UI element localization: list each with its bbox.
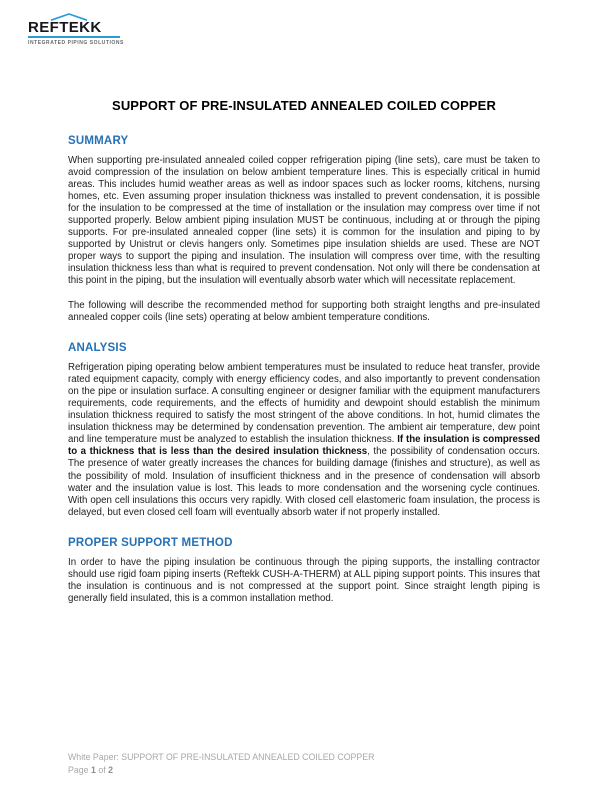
- summary-paragraph-1: When supporting pre-insulated annealed coiled copper refrigeration piping (line sets), care must be taken to avoid compression of the insulation on below ambient temperature lines. This is especially critical in humid areas. This includes humid weather areas as well as indoor spaces such as locker rooms, kitchens, nursing homes, etc. Even assuming proper insulation thickness was installed to prevent condensation, it is possible for the insulation to be compressed at the time of installation or the insulation may compress over time if not supported properly. Below ambient piping insulation MUST be continuous, including at or through the piping supports. For pre-insulated annealed copper (line sets) it is common for the insulation and piping to by supported by Unistrut or clevis hangers only. Sometimes pipe insulation shields are used. These are NOT proper ways to support the piping and insulation. The insulation will compress over time, with the resulting insulation thickness less than what is required to prevent condensation. Not only will there be condensation at this point in the piping, but the insulation will eventually absorb water which will necessitate replacement.: [68, 154, 540, 287]
- footer-document-label: White Paper: SUPPORT OF PRE-INSULATED ANNEALED COILED COPPER: [68, 752, 375, 762]
- logo-tagline: INTEGRATED PIPING SOLUTIONS: [28, 39, 124, 46]
- analysis-text-bold: If the insulation is compressed to a thickness that is less than the desired insulation thickness: [68, 434, 540, 458]
- footer-of-word: of: [98, 764, 106, 775]
- document-title: SUPPORT OF PRE-INSULATED ANNEALED COILED COPPER: [112, 97, 496, 113]
- section-proper-support-method: [68, 537, 540, 605]
- section-heading-summary: SUMMARY: [68, 134, 129, 147]
- page-footer: [68, 751, 540, 776]
- section-analysis: [68, 342, 540, 519]
- proper-support-method-paragraph: In order to have the piping insulation be continuous through the piping supports, the installing contractor should use rigid foam piping inserts (Reftekk CUSH-A-THERM) at ALL piping support points. This insures that the insulation is continuous and is not compressed at the support point. Since straight length piping is generally field insulated, this is a common installation method.: [68, 556, 540, 605]
- summary-paragraph-2: The following will describe the recommended method for supporting both straight lengths and pre-insulated annealed copper coils (line sets) operating at below ambient temperature conditions.: [68, 299, 540, 323]
- analysis-text-before-bold: Refrigeration piping operating below ambient temperatures must be insulated to reduce heat transfer, provide rated equipment capacity, comply with energy efficiency codes, and also importantly to prevent condensation on the pipe or insulation surface. A consulting engineer or designer familiar with the equipment manufacturers requirements, code requirements, and the effects of humidity and dewpoint should establish the minimum insulation thickness required to satisfy the most stringent of the above conditions. In hot, humid climates the insulation thickness may be determined by condensation prevention. The ambient air temperature, dew point and line temperature must be analyzed to establish the insulation thickness.: [68, 361, 540, 446]
- company-logo: [28, 13, 124, 46]
- logo-text: REFTEKK: [28, 19, 102, 36]
- document-content: [68, 98, 540, 606]
- section-summary: [68, 135, 540, 324]
- analysis-paragraph: [68, 362, 540, 519]
- footer-page-current: 1: [91, 764, 96, 775]
- footer-page-total: 2: [108, 764, 114, 775]
- section-heading-proper-support-method: PROPER SUPPORT METHOD: [68, 536, 233, 549]
- logo-divider: [28, 36, 120, 38]
- footer-page-word: Page: [68, 764, 89, 775]
- footer-page-indicator: [68, 764, 540, 777]
- analysis-text-after-bold: , the possibility of condensation occurs. The presence of water greatly increases the chances for building damage (finishes and structure), as well as the possibility of mold. Insulation of insufficient thickness and in the presence of condensation will absorb water and the insulation value is lost. This leads to more condensation and the worsening cycle continues. With open cell insulations this occurs very rapidly. With closed cell elastomeric foam insulation, the process is delayed, but even closed cell foam will eventually absorb water if not properly installed.: [68, 446, 540, 518]
- section-heading-analysis: ANALYSIS: [68, 341, 127, 354]
